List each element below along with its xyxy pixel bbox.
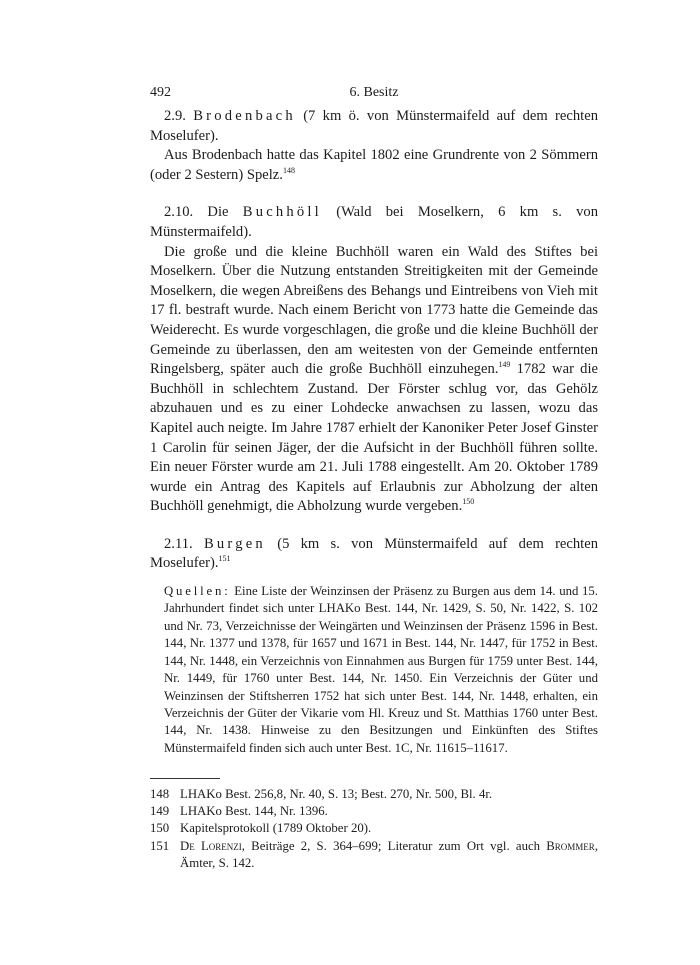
footnote: [150, 838, 598, 872]
author-name: De Lorenzi: [180, 838, 242, 853]
place-name: Brodenbach: [193, 108, 296, 124]
section-2-11-heading: [150, 535, 598, 574]
section-number: 2.9.: [164, 108, 186, 124]
footnote: [150, 820, 598, 837]
page-number: 492: [150, 85, 171, 100]
place-description: (5 km s. von Münstermaifeld auf dem rechten Moselufer).: [150, 535, 599, 572]
footnote-ref[interactable]: 148: [282, 165, 295, 175]
sources-text: Eine Liste der Weinzinsen der Präsenz zu Burgen aus dem 14. und 15. Jahrhundert findet sich unter LHAKo Best. 144, Nr. 1429, S. 50, Nr. 1422, S. 102 und Nr. 73, Verzeichnisse der Weingärten und Weinzinsen der Präsenz 1596 in Best. 144, Nr. 1377 und 1378, für 1657 und 1671 in Best. 144, Nr. 1447, für 1752 in Best. 144, Nr. 1448, ein Verzeichnis von Einnahmen aus Burgen für 1759 unter Best. 144, Nr. 1449, für 1760 unter Best. 144, Nr. 1450. Ein Verzeichnis der Güter und Weinzinsen der Stiftsherren 1752 hat sich unter Best. 144, Nr. 1448, erhalten, ein Verzeichnis der Güter der Vikarie vom Hl. Kreuz und St. Matthias 1760 unter Best. 144, Nr. 1438. Hinweise zu den Besitzungen und Einkünften des Stiftes Münstermaifeld finden sich auch unter Best. 1C, Nr. 11615–11617.: [164, 584, 599, 755]
footnote-number: 148: [150, 787, 170, 801]
footnotes: [150, 786, 598, 872]
section-2-9-heading: [150, 107, 598, 146]
section-number: 2.11.: [164, 535, 193, 552]
section-2-10-heading: [150, 203, 598, 242]
footnote-number: 151: [150, 838, 170, 853]
main-text: [150, 107, 598, 574]
footnote-ref[interactable]: 151: [218, 554, 231, 564]
section-number: 2.10. Die: [164, 204, 229, 221]
place-name: Buchhöll: [242, 204, 322, 221]
footnote: [150, 786, 598, 803]
place-name: Burgen: [203, 535, 266, 552]
footnote-ref[interactable]: 150: [462, 497, 475, 507]
place-description: (7 km ö. von Münstermaifeld auf dem rechten Moselufer).: [150, 108, 598, 144]
footnote-text: LHAKo Best. 256,8, Nr. 40, S. 13; Best. 270, Nr. 500, Bl. 4r.: [180, 787, 493, 801]
sources-label: Quellen:: [164, 584, 231, 599]
footnote: [150, 803, 598, 820]
footnote-number: 149: [150, 804, 170, 819]
footnote-ref[interactable]: 149: [498, 360, 511, 370]
sources-block: [164, 583, 598, 757]
footnote-divider: [150, 778, 220, 779]
page-header: [150, 85, 598, 107]
page-content: [150, 85, 598, 757]
footnote-text: Kapitelsprotokoll (1789 Oktober 20).: [180, 821, 372, 836]
place-description: (Wald bei Moselkern, 6 km s. von Münstermaifeld).: [150, 204, 598, 240]
section-2-10-paragraph: Die große und die kleine Buchhöll waren ein Wald des Stiftes bei Moselkern. Über die Nutzung entstanden Streitigkeiten mit der Gemeinde Moselkern, die wegen Abreißens des Behangs und Eintreibens von Vieh mit 17 fl. bestraft wurde. Nach einem Bericht von 1773 hatte die Gemeinde das Weiderecht. Es wurde vorgeschlagen, die große und die kleine Buchhöll der Gemeinde zu überlassen, den am weitesten von der Gemeinde entfernten Ringelsberg, später auch die große Buchhöll einzuhegen.$^{149}$ 1782 war die Buchhöll in schlechtem Zustand. Der Förster schlug vor, das Gehölz abzuhauen und es zu einer Lohdecke anwachsen zu lassen, wozu das Kapitel auch neigte. Im Jahre 1787 erhielt der Kanoniker Peter Josef Ginster 1 Carolin für seinen Jäger, der die Aufsicht in der Buchhöll führen sollte. Ein neuer Förster wurde am 21. Juli 1788 eingestellt. Am 20. Oktober 1789 wurde ein Antrag des Kapitels auf Erlaubnis zur Abholzung der alten Buchhöll genehmigt, die Abholzung wurde vergeben.$^{150}$: [150, 243, 598, 515]
footnote-text: LHAKo Best. 144, Nr. 1396.: [180, 804, 328, 819]
author-name: Brommer: [546, 838, 595, 853]
footnote-text: De Lorenzi, Beiträge 2, S. 364–699; Literatur zum Ort vgl. auch Brommer, Ämter, S. 142.: [180, 838, 599, 870]
running-title: 6. Besitz: [349, 85, 399, 100]
section-2-9-paragraph: Aus Brodenbach hatte das Kapitel 1802 eine Grundrente von 2 Sömmern (oder 2 Sestern) Spelz.$^{148}$: [150, 147, 598, 183]
footnote-number: 150: [150, 821, 170, 836]
